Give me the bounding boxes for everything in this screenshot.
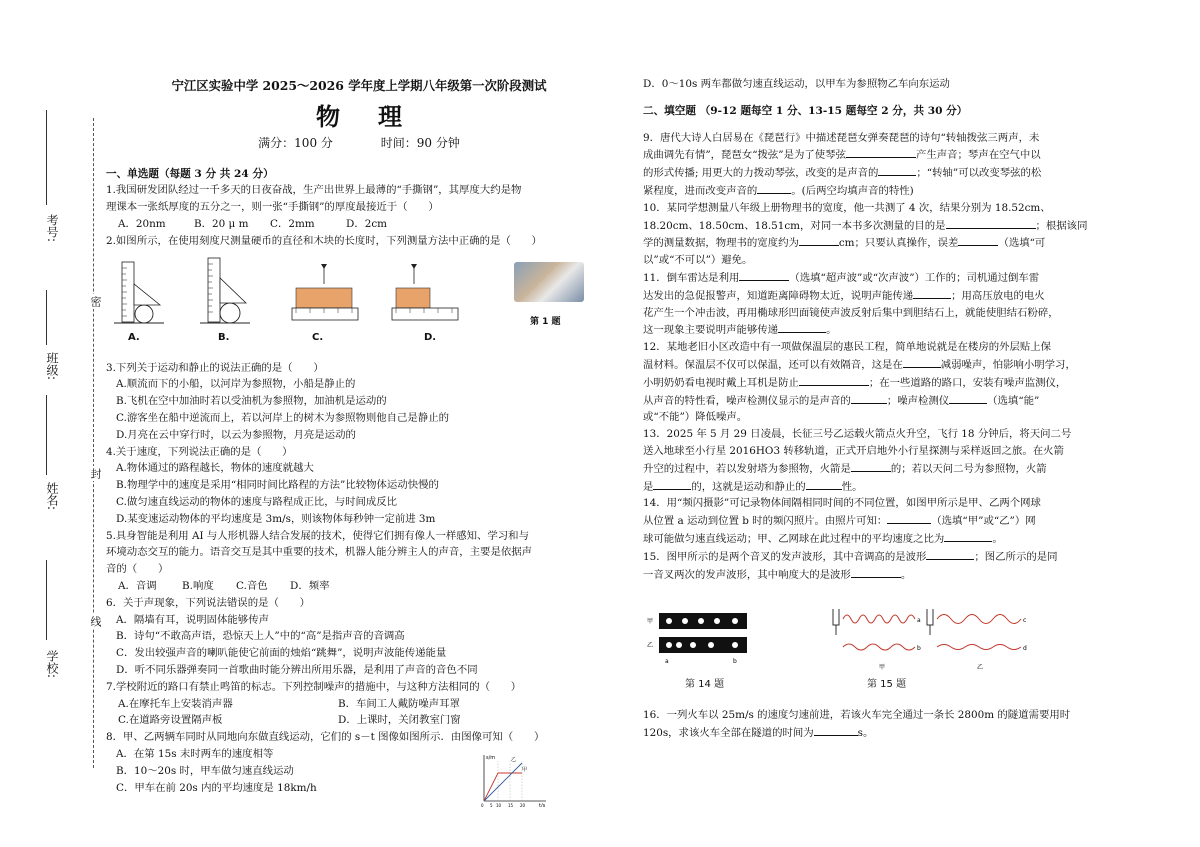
- q2-figure-d: [390, 256, 460, 326]
- name-label: 姓名:: [45, 482, 59, 511]
- q1-options: [106, 216, 612, 233]
- q8-option-b[interactable]: B．10～20s 时，甲车做匀速直线运动: [116, 764, 294, 777]
- left-column: [106, 76, 612, 808]
- q8-tick-5: 5: [490, 803, 493, 808]
- q1-option-b[interactable]: B．20 μ m: [194, 217, 249, 230]
- seal-char-1: 密: [89, 296, 102, 307]
- q10-text-2a: 18.20cm、18.50cm、18.51cm，对同一本书多次测量的目的是: [643, 219, 946, 232]
- q9-text-2a: 成曲调先有情”，琵琶女“拨弦”是为了使琴弦: [643, 149, 846, 162]
- q4-option-a[interactable]: A.物体通过的路程越长，物体的速度就越大: [116, 462, 314, 475]
- q2-figure-b: [198, 256, 252, 326]
- q1-option-a[interactable]: A．20nm: [118, 217, 166, 230]
- q5-option-b[interactable]: B.响度: [182, 579, 214, 592]
- q3-option-d[interactable]: D.月亮在云中穿行时，以云为参照物，月亮是运动的: [116, 428, 356, 441]
- q5-option-d[interactable]: D．频率: [290, 579, 330, 592]
- q9-text-4a: 紧程度，进而改变声音的: [643, 184, 758, 197]
- q14-blank-2[interactable]: [944, 530, 992, 542]
- q4-option-d[interactable]: D.某变速运动物体的平均速度是 3m/s，则该物体每秒钟一定前进 3m: [116, 512, 436, 525]
- q2-stem: 2.如图所示，在使用刻度尺测量硬币的直径和木块的长度时，下列测量方法中正确的是（ ）: [106, 234, 542, 247]
- q15-label-c: c: [1023, 617, 1027, 625]
- q12-blank-4[interactable]: [949, 392, 987, 404]
- q9-text-3b: ；“转轴”可以改变琴弦的松: [916, 167, 1042, 180]
- q12-blank-3[interactable]: [851, 392, 887, 404]
- q5-options: [106, 578, 612, 595]
- q7-options-row2: [106, 712, 612, 729]
- q10-line-3: [643, 234, 1120, 252]
- q6-option-d[interactable]: D．听不同乐器弹奏同一首歌曲时能分辨出所用乐器，是利用了声音的音色不同: [116, 663, 478, 676]
- q2-photo: [514, 262, 584, 302]
- q11-text-4a: 这一现象主要说明声能够传递: [643, 324, 779, 337]
- binding-margin: [0, 0, 110, 847]
- q12-text-2a: 温材料。保温层不仅可以保温，还可以有效隔音，这是在: [643, 358, 903, 371]
- full-score: 满分：100 分: [258, 135, 333, 150]
- q13-blank-3[interactable]: [806, 478, 842, 490]
- q7-option-a[interactable]: A.在摩托车上安装消声器: [118, 697, 233, 710]
- q11-blank-3[interactable]: [778, 321, 826, 333]
- q8-block: [106, 729, 612, 808]
- seal-line: [93, 118, 94, 768]
- q15-label-yi: 乙: [977, 664, 984, 672]
- q14-figure-caption: 第 14 题: [685, 679, 725, 691]
- q15-label-jia: 甲: [879, 664, 886, 672]
- q9-text-4b: 。(后两空均填声音的特性): [791, 184, 914, 197]
- q7-option-c[interactable]: C.在道路旁设置隔声板: [118, 714, 223, 727]
- q15-blank-1[interactable]: [926, 548, 974, 560]
- q3-option-c[interactable]: C.游客坐在船中逆流而上，若以河岸上的树木为参照物则他自己是静止的: [116, 411, 449, 424]
- q10-blank-3[interactable]: [958, 234, 998, 246]
- q14-line-2: [643, 512, 1120, 530]
- q7-stem: 7.学校附近的路口有禁止鸣笛的标志。下列控制噪声的措施中，与这种方法相同的（ ）: [106, 680, 522, 693]
- q4-stem: 4.关于速度，下列说法正确的是（ ）: [106, 445, 293, 458]
- q5-line-3: 音的（ ）: [106, 563, 169, 576]
- q2-label-d: D.: [424, 331, 437, 343]
- q8-st-graph: [476, 751, 550, 807]
- q12-line-3: [643, 374, 1120, 392]
- q1-line-2: 理课本一张纸厚度的五分之一，则一张“手撕钢”的厚度最接近于（ ）: [106, 201, 439, 214]
- q2-figure-caption: 第 1 题: [530, 316, 561, 327]
- q13-line-1: 13．2025 年 5 月 29 日凌晨，长征三号乙运载火箭点火升空，飞行 18 分钟后，将天问二号: [643, 428, 1072, 441]
- q13-line-3: [643, 460, 1120, 478]
- q14-strobe-photo: [643, 603, 753, 673]
- class-line: [46, 290, 47, 345]
- q9-line-3: [643, 164, 1120, 182]
- q3-stem: 3.下列关于运动和静止的说法正确的是（ ）: [106, 361, 324, 374]
- q16-blank-1[interactable]: [814, 724, 858, 736]
- q12-text-2b: 减弱噪声，怕影响小明学习，: [940, 358, 1076, 371]
- q2-label-b: B.: [218, 331, 230, 343]
- q13-blank-1[interactable]: [851, 460, 891, 472]
- q13-text-4c: 性。: [841, 480, 863, 493]
- q8-tick-0: 0: [481, 803, 484, 808]
- q6-stem: 6．关于声现象，下列说法错误的是（ ）: [106, 596, 311, 609]
- exam-no-label: 考号:: [45, 214, 59, 243]
- q11-blank-1[interactable]: [739, 269, 789, 281]
- q2-label-a: A.: [128, 331, 140, 343]
- q11-line-2: [643, 287, 1120, 305]
- q15-label-d: d: [1023, 645, 1027, 653]
- score-time-line: [106, 135, 612, 152]
- q14-text-2a: 从位置 a 运动到位置 b 时的频闪照片。由照片可知：: [643, 515, 888, 528]
- q8-tick-15: 15: [508, 803, 514, 808]
- q3-option-b[interactable]: B.飞机在空中加油时若以受油机为参照物，加油机是运动的: [116, 395, 387, 408]
- q15-text-1a: 15．图甲所示的是两个音叉的发声波形，其中音调高的是波形: [643, 550, 927, 563]
- q6-option-b[interactable]: B．诗句“不敢高声语，恐惊天上人”中的“高”是指声音的音调高: [116, 630, 405, 643]
- q10-text-3b: cm；只要认真操作，误差: [838, 237, 959, 250]
- q14-label-a: a: [665, 658, 669, 666]
- q1-option-d[interactable]: D．2cm: [346, 217, 388, 230]
- q9-text-2b: 产生声音；琴声在空气中以: [915, 149, 1041, 162]
- exam-no-line: [46, 110, 47, 205]
- q9-line-2: [643, 146, 1120, 164]
- q10-text-3c: （选填“可: [998, 237, 1046, 250]
- q11-text-1b: （选填“超声波”或“次声波”）工作的；司机通过倒车雷: [789, 271, 1040, 284]
- q10-text-3a: 学的测量数据，物理书的宽度约为: [643, 237, 799, 250]
- q8-option-c[interactable]: C．甲车在前 20s 内的平均速度是 18km/h: [116, 781, 317, 794]
- q1-option-c[interactable]: C．2mm: [270, 217, 315, 230]
- q4-option-b[interactable]: B.物理学中的速度是采用“相同时间比路程的方法”比较物体运动快慢的: [116, 479, 439, 492]
- q12-text-4b: ；噪声检测仪: [886, 394, 950, 407]
- q10-line-1: 10．某同学想测量八年级上册物理书的宽度，他一共测了 4 次，结果分别为 18.52cm、: [643, 201, 1051, 214]
- q12-line-2: [643, 356, 1120, 374]
- q14-q15-figures: [643, 603, 1120, 691]
- q12-line-4: [643, 392, 1120, 410]
- q14-label-yi: 乙: [647, 642, 654, 650]
- q11-text-1a: 11．倒车雷达是利用: [643, 271, 740, 284]
- q13-text-4a: 是: [643, 480, 654, 493]
- q15-blank-2[interactable]: [851, 566, 901, 578]
- name-line: [46, 395, 47, 475]
- q13-line-2: 送入地球至小行星 2016HO3 转移轨道，正式开启地外小行星探测与采样返回之旅。在火箭: [643, 444, 1064, 457]
- q6-option-c[interactable]: C．发出较强声音的喇叭能使它前面的烛焰“跳舞”，说明声波能传递能量: [116, 647, 447, 660]
- school-label: 学校:: [45, 650, 59, 679]
- q9-line-1: 9．唐代大诗人白居易在《琵琶行》中描述琵琶女弹奏琵琶的诗句“转轴拨弦三两声，未: [643, 131, 1040, 144]
- class-label: 班级:: [45, 352, 59, 381]
- q14-text-2b: （选填“甲”或“乙”）网: [931, 515, 1036, 528]
- q14-blank-1[interactable]: [887, 512, 931, 524]
- q7-option-d[interactable]: D．上课时，关闭教室门窗: [338, 714, 461, 727]
- q11-text-4b: 。: [826, 324, 837, 337]
- section1-heading: 一、单选题（每题 3 分 共 24 分）: [106, 167, 274, 180]
- q2-figure-a: [112, 256, 166, 326]
- q14-line-1: 14．用“频闪摄影”可记录物体间隔相同时间的不同位置，如图甲所示是甲、乙两个网球: [643, 497, 1041, 510]
- q11-text-2a: 达发出的急促报警声，知道距离障碍物太近，说明声能传递: [643, 289, 914, 302]
- q8-s-axis-label: s/m: [486, 755, 496, 762]
- school-line: [46, 560, 47, 640]
- q9-blank-4[interactable]: [757, 182, 791, 194]
- q1-line-1: 1.我国研发团队经过一千多天的日夜奋战，生产出世界上最薄的“手撕钢”，其厚度大约是物: [106, 184, 522, 197]
- q10-line-2: [643, 217, 1120, 235]
- q13-text-3b: 的；若以天问二号为参照物，火箭: [890, 462, 1047, 475]
- q14-label-jia: 甲: [647, 618, 654, 626]
- q15-figure-caption: 第 15 题: [867, 679, 907, 691]
- q6-option-a[interactable]: A．隔墙有耳，说明固体能够传声: [116, 613, 269, 626]
- q13-line-4: [643, 478, 1120, 496]
- q2-figure-c: [290, 256, 360, 326]
- exam-time: 时间：90 分钟: [380, 135, 460, 150]
- q13-blank-2[interactable]: [653, 478, 691, 490]
- q9-blank-3[interactable]: [878, 164, 916, 176]
- right-column: [643, 76, 1120, 742]
- q5-line-2: 环境动态交互的能力。语音交互是其中重要的技术，机器人能分辨主人的声音，主要是依据声: [106, 546, 533, 559]
- q5-option-c[interactable]: C.音色: [236, 579, 268, 592]
- q12-blank-1[interactable]: [903, 356, 941, 368]
- q15-label-b: b: [917, 645, 921, 653]
- q16-text-2a: 120s，求该火车全部在隧道的时间为: [643, 727, 814, 740]
- q3-option-a[interactable]: A.顺流而下的小船，以河岸为参照物，小船是静止的: [116, 378, 356, 391]
- q16-line-1: 16．一列火车以 25m/s 的速度匀速前进，若该火车完全通过一条长 2800m 的隧道需要用时: [643, 709, 1071, 722]
- q8-option-d[interactable]: D．0～10s 两车都做匀速直线运动，以甲车为参照物乙车向东运动: [643, 78, 950, 90]
- q15-waveforms: [829, 603, 1059, 673]
- q13-text-3a: 升空的过程中，若以发射塔为参照物，火箭是: [643, 462, 851, 475]
- q2-figures: [106, 256, 612, 354]
- q14-label-b: b: [733, 658, 737, 666]
- q12-text-4a: 从声音的特性看，噪声检测仪显示的是声音的: [643, 394, 851, 407]
- q16-text-2b: s。: [857, 727, 874, 740]
- exam-title: 宁江区实验中学 2025～2026 学年度上学期八年级第一次阶段测试: [171, 78, 547, 93]
- q15-text-1b: ；图乙所示的是同: [974, 550, 1058, 563]
- q8-stem: 8．甲、乙两辆车同时从同地向东做直线运动，它们的 s－t 图像如图所示．由图像可知（ ）: [106, 731, 545, 744]
- q11-line-4: [643, 321, 1120, 339]
- q8-label-jia: 甲: [522, 767, 528, 774]
- q15-line-1: [643, 548, 1120, 566]
- q14-line-3: [643, 530, 1120, 548]
- q10-line-4: 以”或“不可以”）避免。: [643, 254, 753, 267]
- q11-line-1: [643, 269, 1120, 287]
- q14-text-3b: 。: [992, 532, 1003, 545]
- q15-label-a: a: [917, 617, 921, 625]
- subject-title: 物理: [316, 101, 440, 131]
- q9-text-3a: 的形式传播; 用更大的力拨动琴弦，改变的是声音的: [643, 167, 879, 180]
- q12-text-3a: 小明奶奶看电视时戴上耳机是防止: [643, 376, 799, 389]
- q2-label-c: C.: [312, 331, 324, 343]
- section2-heading: 二、填空题 （9-12 题每空 1 分、13-15 题每空 2 分，共 30 分）: [643, 104, 968, 117]
- q8-label-yi: 乙: [511, 757, 517, 764]
- q13-text-4b: 的，这就是运动和静止的: [691, 480, 806, 493]
- q14-text-3a: 球可能做匀速直线运动；甲、乙网球在此过程中的平均速度之比为: [643, 532, 945, 545]
- q12-blank-2[interactable]: [799, 374, 869, 386]
- q8-tick-20: 20: [520, 803, 526, 808]
- q12-text-4c: （选填“能”: [987, 394, 1040, 407]
- q16-line-2: [643, 724, 1120, 742]
- q9-blank-1[interactable]: [846, 146, 916, 158]
- q12-line-1: 12．某地老旧小区改造中有一项做保温层的惠民工程，简单地说就是在楼房的外层贴上保: [643, 341, 1052, 354]
- q15-text-2b: 。: [900, 568, 912, 581]
- q5-option-a[interactable]: A．音调: [118, 579, 157, 592]
- q15-text-2a: 一音叉两次的发声波形，其中响度大的是波形: [643, 568, 851, 581]
- seal-char-3: 线: [89, 616, 102, 627]
- q10-text-2b: ；根据该同: [1035, 219, 1088, 232]
- q7-option-b[interactable]: B．车间工人戴防噪声耳罩: [338, 697, 460, 710]
- seal-char-2: 封: [89, 468, 102, 479]
- q4-option-c[interactable]: C.做匀速直线运动的物体的速度与路程成正比，与时间成反比: [116, 495, 398, 508]
- q5-line-1: 5.具身智能是利用 AI 与人形机器人结合发展的技术，使得它们拥有像人一样感知、学习和与: [106, 529, 529, 542]
- q11-blank-2[interactable]: [913, 287, 951, 299]
- q15-line-2: [643, 566, 1120, 584]
- q12-text-3b: ；在一些道路的路口，安装有噪声监测仪，: [868, 376, 1067, 389]
- q8-tick-10: 10: [496, 803, 502, 808]
- q9-line-4: [643, 182, 1120, 200]
- q8-option-a[interactable]: A．在第 15s 末时两车的速度相等: [116, 747, 274, 760]
- q12-line-5: 或“不能”）降低噪声。: [643, 411, 748, 424]
- q7-options-row1: [106, 696, 612, 713]
- q11-line-3: 花产生一个冲击波，再用椭球形凹面镜使声波反射后集中到胆结石上，就能使胆结石粉碎，: [643, 306, 1059, 319]
- q10-blank-1[interactable]: [946, 217, 1036, 229]
- q8-t-axis-label: t/s: [539, 803, 546, 808]
- q10-blank-2[interactable]: [799, 234, 839, 246]
- q11-text-2b: ；用高压放电的电火: [951, 289, 1045, 302]
